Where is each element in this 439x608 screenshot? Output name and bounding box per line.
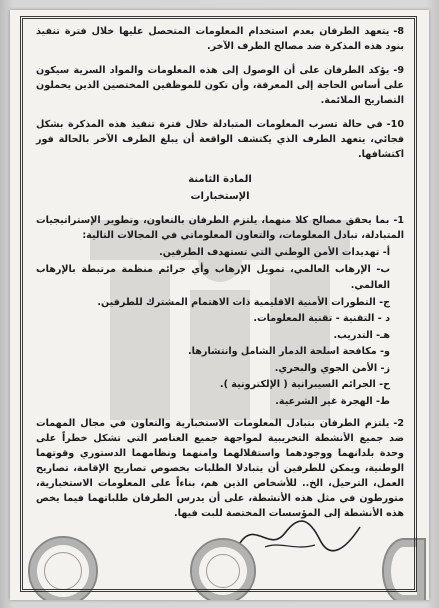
cooperation-list: [36, 245, 404, 410]
stamp-seal-icon: [190, 538, 256, 600]
clause-text: يؤكد الطرفان على أن الوصول إلى هذه المعلومات والمواد السرية سيكون على أساس الحاجة إلى المعرفة، وأن تكون للموظفين المختصين الذين يحملون التصاريح الملائمة.: [36, 65, 404, 106]
document-page: [10, 10, 429, 600]
document-body: [36, 24, 404, 530]
list-item: هـ- التدريب.: [333, 329, 390, 341]
stamp-seal-icon: [28, 536, 98, 600]
article-subtitle: الإستخبارات: [190, 191, 250, 202]
list-item: ب- الإرهاب العالمي، تمويل الإرهاب وأي جرائم منظمة مرتبطة بالإرهاب العالمي.: [36, 263, 390, 291]
list-item: ز- الأمن الجوي والبحري.: [274, 362, 390, 374]
list-item: و- مكافحة اسلحة الدمار الشامل وانتشارها.: [188, 346, 390, 357]
intro-clause: [36, 213, 404, 243]
clause-10: [36, 117, 404, 162]
clause-number: 8-: [393, 26, 404, 37]
list-item: أ- تهديدات الأمن الوطني التي تستهدف الطرفين.: [159, 247, 390, 258]
clause-9: [36, 63, 404, 108]
clause-number: 10-: [386, 119, 404, 130]
clause-2: [36, 416, 404, 521]
clause-number: 2-: [393, 418, 404, 429]
list-item: ط- الهجرة غير الشرعية.: [275, 395, 390, 407]
clause-text: يتعهد الطرفان بعدم استخدام المعلومات المتحصل عليها خلال فترة تنفيذ بنود هذه المذكرة ضد مصالح الطرف الآخر.: [36, 26, 404, 52]
list-item: ح- الجرائم السيبرانية ( الإلكترونية ).: [219, 379, 390, 390]
article-title: المادة الثامنة: [188, 174, 252, 185]
clause-text: يلتزم الطرفان بتبادل المعلومات الاستخبارية والتعاون في مجال المهمات ضد جميع الأنشطة التخريبية لمواجهة جميع العناصر التي تشكل خطراً على وحدة بلدانهما ووجودهما واستقلالهما وامنهما ونظامهما الدستوري وقوتهما الوطنية، ويمكن للطرفين أن يتبادلا الطلبات بخصوص تصاريح الإقامة، تصاريح العمل، الترحيل، الخ.. للأشخاص الذين هم، بناءاً على المعلومات الاستخبارية، متورطون في مثل هذه الأنشطة، على أن يدرس الطرفان طلباتهما فيما يخص هذه الأنشطة إلى المؤسسات المختصة للبت فيها.: [36, 418, 404, 519]
clause-number: 1-: [393, 215, 404, 226]
clause-text: بما يحقق مصالح كلا منهما، يلتزم الطرفان بالتعاون، وتطوير الإستراتيجيات المتبادلة، تبادل المعلومات، والتعاون المعلوماتي في المجالات التالية:: [36, 215, 404, 241]
signature-icon: [235, 515, 365, 555]
clause-8: [36, 24, 404, 54]
list-item: د - التقنية - تقنية المعلومات.: [253, 313, 390, 324]
clause-number: 9-: [393, 65, 404, 76]
clause-text: في حالة تسرب المعلومات المتبادلة خلال فترة تنفيذ هذه المذكرة بشكل فجائي، يتعهد الطرف الذي يكتشف الواقعة أن يبلغ الطرف الآخر بالحالة فور اكتشافها.: [36, 119, 404, 160]
stamp-seal-icon: [382, 538, 426, 600]
list-item: ج- التطورات الأمنية الاقليمية ذات الاهتمام المشترك للطرفين.: [97, 296, 390, 308]
